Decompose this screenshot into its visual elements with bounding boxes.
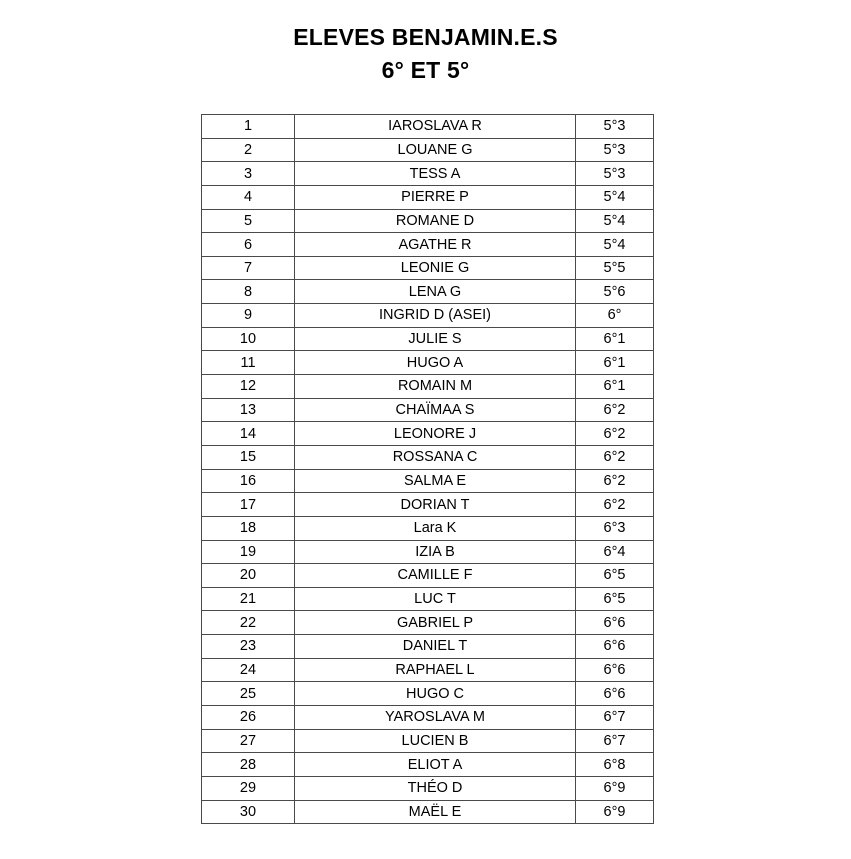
row-number-cell: 20 — [202, 564, 295, 588]
row-number-cell: 17 — [202, 493, 295, 517]
student-name-cell: THÉO D — [295, 776, 576, 800]
table-row — [202, 351, 654, 375]
table-row — [202, 209, 654, 233]
row-number-cell: 8 — [202, 280, 295, 304]
table-row — [202, 445, 654, 469]
row-number-cell: 11 — [202, 351, 295, 375]
student-name-cell: IAROSLAVA R — [295, 115, 576, 139]
table-row — [202, 753, 654, 777]
table-row — [202, 280, 654, 304]
row-number-cell: 16 — [202, 469, 295, 493]
class-cell: 6°7 — [576, 706, 654, 730]
student-name-cell: ROMANE D — [295, 209, 576, 233]
table-row — [202, 304, 654, 328]
student-name-cell: LUCIEN B — [295, 729, 576, 753]
table-row — [202, 611, 654, 635]
student-name-cell: CAMILLE F — [295, 564, 576, 588]
row-number-cell: 10 — [202, 327, 295, 351]
class-cell: 6°1 — [576, 375, 654, 399]
table-row — [202, 682, 654, 706]
class-cell: 6°6 — [576, 682, 654, 706]
student-name-cell: HUGO C — [295, 682, 576, 706]
row-number-cell: 5 — [202, 209, 295, 233]
table-row — [202, 327, 654, 351]
student-name-cell: IZIA B — [295, 540, 576, 564]
row-number-cell: 22 — [202, 611, 295, 635]
row-number-cell: 4 — [202, 185, 295, 209]
table-row — [202, 635, 654, 659]
table-row — [202, 138, 654, 162]
student-name-cell: CHAÏMAA S — [295, 398, 576, 422]
table-row — [202, 115, 654, 139]
class-cell: 5°4 — [576, 209, 654, 233]
row-number-cell: 1 — [202, 115, 295, 139]
table-row — [202, 516, 654, 540]
row-number-cell: 30 — [202, 800, 295, 824]
class-cell: 6°5 — [576, 564, 654, 588]
student-name-cell: DANIEL T — [295, 635, 576, 659]
class-cell: 6°7 — [576, 729, 654, 753]
table-row — [202, 658, 654, 682]
table-row — [202, 375, 654, 399]
class-cell: 6°2 — [576, 398, 654, 422]
table-row — [202, 185, 654, 209]
row-number-cell: 7 — [202, 256, 295, 280]
table-row — [202, 564, 654, 588]
student-name-cell: SALMA E — [295, 469, 576, 493]
class-cell: 6°9 — [576, 776, 654, 800]
row-number-cell: 27 — [202, 729, 295, 753]
class-cell: 5°4 — [576, 233, 654, 257]
class-cell: 5°3 — [576, 115, 654, 139]
table-row — [202, 422, 654, 446]
table-row — [202, 256, 654, 280]
student-name-cell: LEONIE G — [295, 256, 576, 280]
student-name-cell: ROSSANA C — [295, 445, 576, 469]
class-cell: 6°5 — [576, 587, 654, 611]
document-title: ELEVES BENJAMIN.E.S — [293, 24, 558, 50]
student-roster-table — [201, 114, 654, 824]
row-number-cell: 18 — [202, 516, 295, 540]
class-cell: 6°1 — [576, 351, 654, 375]
table-row — [202, 493, 654, 517]
document-subtitle: 6° ET 5° — [381, 57, 470, 83]
class-cell: 6°2 — [576, 422, 654, 446]
class-cell: 6°9 — [576, 800, 654, 824]
row-number-cell: 6 — [202, 233, 295, 257]
row-number-cell: 3 — [202, 162, 295, 186]
class-cell: 6°3 — [576, 516, 654, 540]
class-cell: 6°2 — [576, 445, 654, 469]
table-row — [202, 162, 654, 186]
class-cell: 6°8 — [576, 753, 654, 777]
row-number-cell: 29 — [202, 776, 295, 800]
class-cell: 5°3 — [576, 138, 654, 162]
student-name-cell: AGATHE R — [295, 233, 576, 257]
student-name-cell: ROMAIN M — [295, 375, 576, 399]
class-cell: 6°2 — [576, 493, 654, 517]
student-name-cell: JULIE S — [295, 327, 576, 351]
row-number-cell: 19 — [202, 540, 295, 564]
student-name-cell: LEONORE J — [295, 422, 576, 446]
class-cell: 5°3 — [576, 162, 654, 186]
table-row — [202, 233, 654, 257]
class-cell: 6°6 — [576, 635, 654, 659]
class-cell: 5°6 — [576, 280, 654, 304]
table-row — [202, 469, 654, 493]
row-number-cell: 12 — [202, 375, 295, 399]
table-row — [202, 398, 654, 422]
class-cell: 6°6 — [576, 658, 654, 682]
student-name-cell: LOUANE G — [295, 138, 576, 162]
row-number-cell: 21 — [202, 587, 295, 611]
table-row — [202, 800, 654, 824]
student-name-cell: PIERRE P — [295, 185, 576, 209]
row-number-cell: 24 — [202, 658, 295, 682]
row-number-cell: 15 — [202, 445, 295, 469]
student-name-cell: GABRIEL P — [295, 611, 576, 635]
student-name-cell: LUC T — [295, 587, 576, 611]
table-row — [202, 729, 654, 753]
student-name-cell: DORIAN T — [295, 493, 576, 517]
student-name-cell: RAPHAEL L — [295, 658, 576, 682]
student-name-cell: MAËL E — [295, 800, 576, 824]
student-name-cell: TESS A — [295, 162, 576, 186]
student-name-cell: LENA G — [295, 280, 576, 304]
table-row — [202, 587, 654, 611]
table-row — [202, 776, 654, 800]
row-number-cell: 13 — [202, 398, 295, 422]
row-number-cell: 14 — [202, 422, 295, 446]
student-name-cell: INGRID D (ASEI) — [295, 304, 576, 328]
class-cell: 5°4 — [576, 185, 654, 209]
class-cell: 6°1 — [576, 327, 654, 351]
class-cell: 6° — [576, 304, 654, 328]
row-number-cell: 23 — [202, 635, 295, 659]
row-number-cell: 26 — [202, 706, 295, 730]
class-cell: 6°4 — [576, 540, 654, 564]
class-cell: 6°6 — [576, 611, 654, 635]
table-row — [202, 540, 654, 564]
row-number-cell: 28 — [202, 753, 295, 777]
row-number-cell: 2 — [202, 138, 295, 162]
student-name-cell: HUGO A — [295, 351, 576, 375]
row-number-cell: 25 — [202, 682, 295, 706]
row-number-cell: 9 — [202, 304, 295, 328]
class-cell: 5°5 — [576, 256, 654, 280]
student-name-cell: Lara K — [295, 516, 576, 540]
student-name-cell: ELIOT A — [295, 753, 576, 777]
class-cell: 6°2 — [576, 469, 654, 493]
student-name-cell: YAROSLAVA M — [295, 706, 576, 730]
table-row — [202, 706, 654, 730]
